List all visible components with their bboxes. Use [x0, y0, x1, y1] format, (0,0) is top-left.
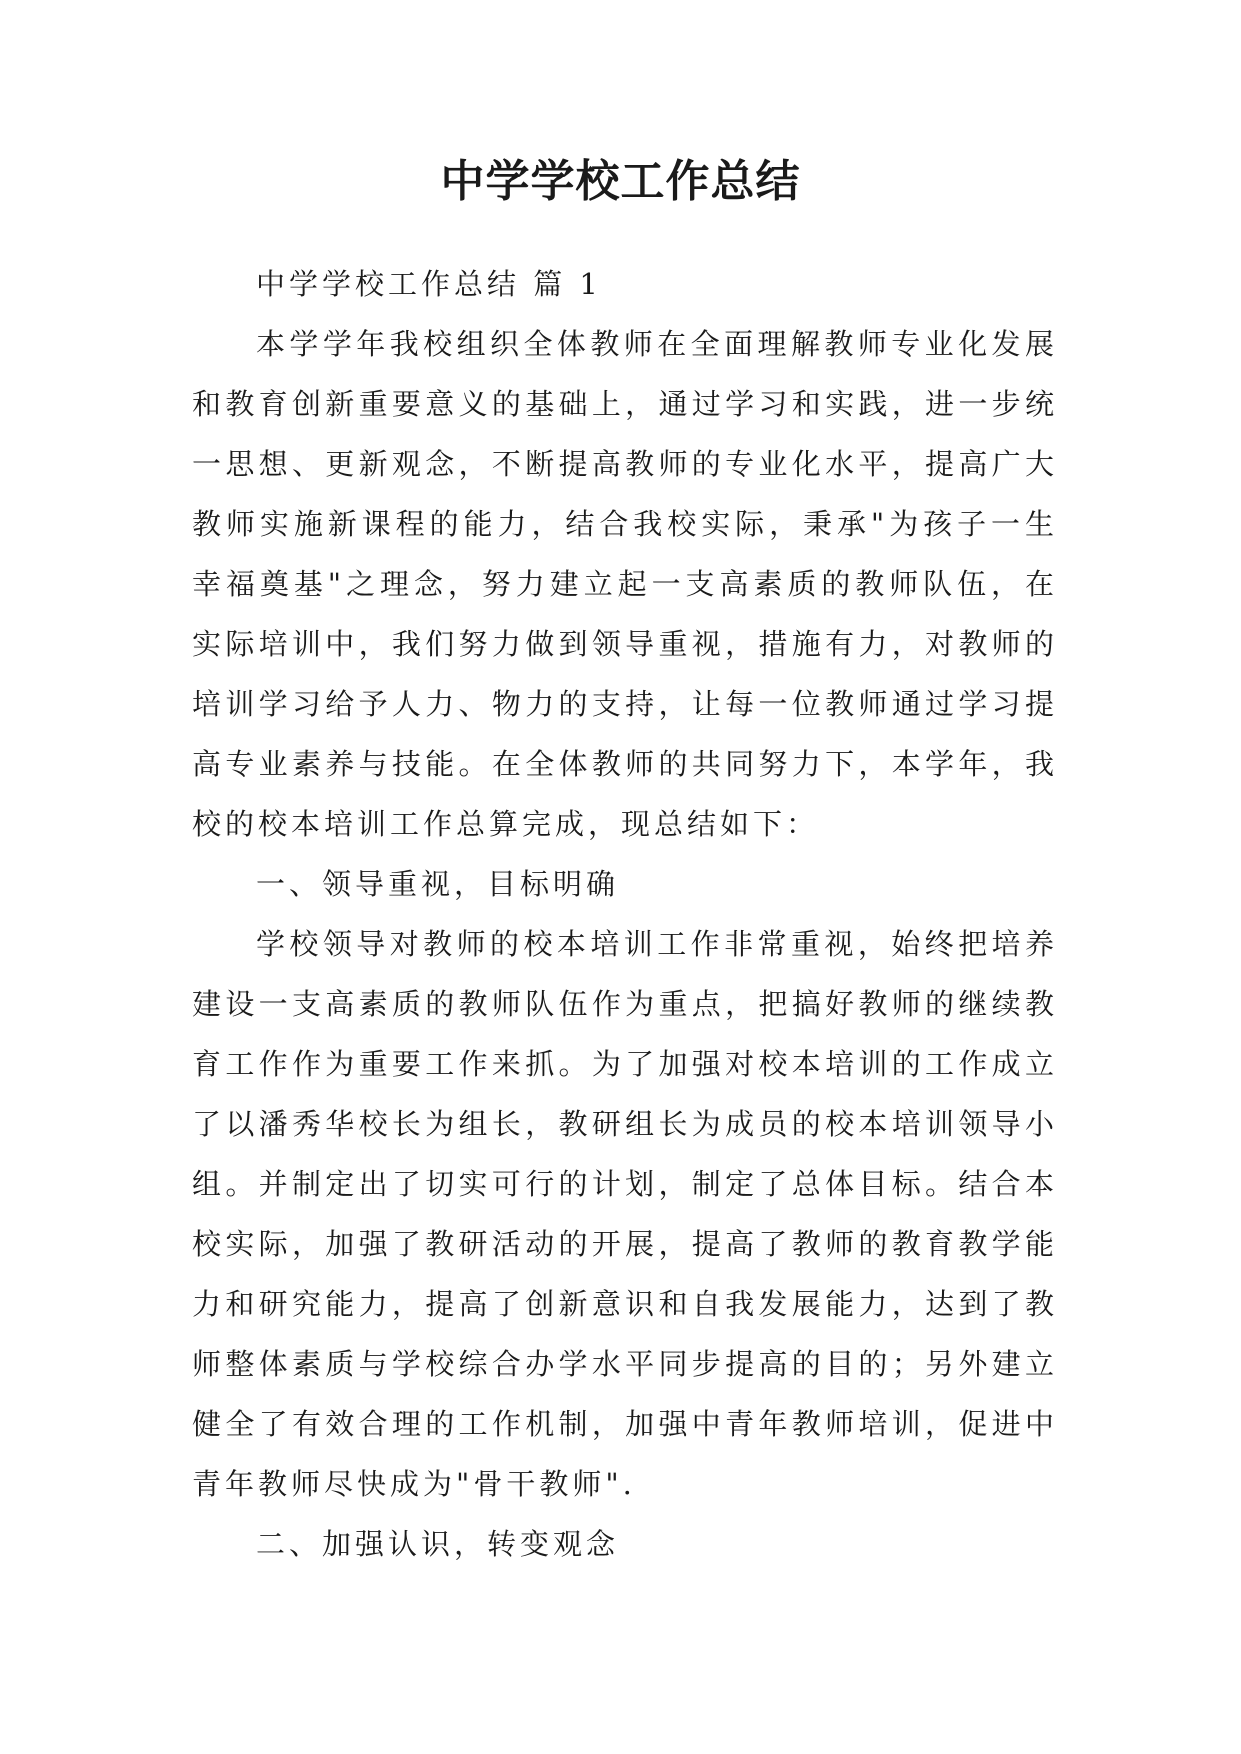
document-subtitle: 中学学校工作总结 篇 1: [256, 267, 602, 301]
paragraph-intro: 本学学年我校组织全体教师在全面理解教师专业化发展和教育创新重要意义的基础上，通过学习和实践，进一步统一思想、更新观念，不断提高教师的专业化水平，提高广大教师实施新课程的能力，结合我校实际，秉承"为孩子一生幸福奠基"之理念，努力建立起一支高素质的教师队伍，在实际培训中，我们努力做到领导重视，措施有力，对教师的培训学习给予人力、物力的支持，让每一位教师通过学习提高专业素养与技能。在全体教师的共同努力下，本学年，我校的校本培训工作总算完成，现总结如下：: [192, 327, 1058, 841]
document-body: [192, 254, 1058, 1574]
section-heading-1: 一、领导重视，目标明确: [256, 867, 620, 901]
section-heading-2: 二、加强认识，转变观念: [256, 1527, 620, 1561]
paragraph-section-1: 学校领导对教师的校本培训工作非常重视，始终把培养建设一支高素质的教师队伍作为重点，把搞好教师的继续教育工作作为重要工作来抓。为了加强对校本培训的工作成立了以潘秀华校长为组长，教研组长为成员的校本培训领导小组。并制定出了切实可行的计划，制定了总体目标。结合本校实际，加强了教研活动的开展，提高了教师的教育教学能力和研究能力，提高了创新意识和自我发展能力，达到了教师整体素质与学校综合办学水平同步提高的目的；另外建立健全了有效合理的工作机制，加强中青年教师培训，促进中青年教师尽快成为"骨干教师".: [192, 927, 1058, 1501]
document-title: 中学学校工作总结: [440, 156, 801, 207]
